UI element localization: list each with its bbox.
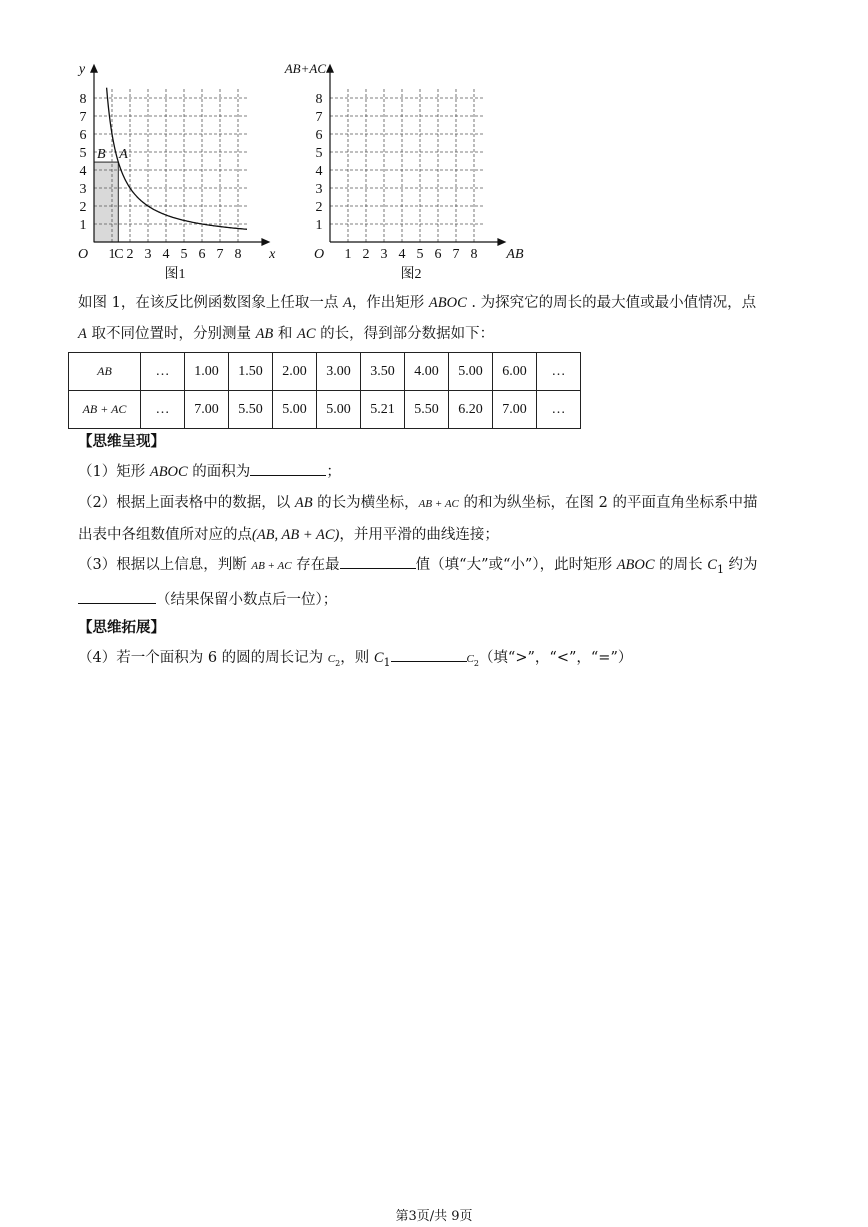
x-tick-label: 5 (180, 247, 188, 262)
q2-text: 的和为纵坐标，在图 2 的平面直角坐标系中描 (458, 495, 758, 511)
q1-text: 的面积为 (187, 464, 251, 480)
row-header: AB (69, 353, 141, 391)
c2-subscript: 2 (335, 658, 341, 668)
point-label-a: A (119, 147, 128, 163)
q2-text: （2）根据上面表格中的数据，以 (78, 495, 295, 511)
y-tick-label: 4 (315, 164, 323, 179)
origin-label: O (313, 247, 325, 262)
intro-text: 如图 1，在该反比例函数图象上任取一点 (78, 295, 343, 311)
point-a-label: A (78, 326, 87, 342)
sum-label: AB + AC (251, 560, 292, 572)
c2-subscript: 2 (473, 658, 479, 668)
c1-subscript: 1 (716, 562, 724, 576)
table-cell: 5.50 (405, 391, 449, 429)
q4-text: ，则 (340, 650, 374, 666)
x-tick-label: 8 (470, 247, 478, 262)
table-cell: 1.00 (185, 353, 229, 391)
x-axis-arrow-icon (261, 238, 270, 246)
rect-abo-c-label: ABOC (616, 557, 655, 573)
q3-extreme-blank[interactable] (340, 567, 416, 569)
y-tick-label: 2 (79, 200, 87, 215)
table-cell: 4.00 (405, 353, 449, 391)
q3-text: 约为 (723, 557, 758, 573)
x-tick-label: 3 (380, 247, 388, 262)
c2-label: C (466, 653, 474, 665)
q3-text: 存在最 (291, 557, 340, 573)
y-tick-label: 5 (79, 146, 87, 161)
c1-subscript: 1 (383, 655, 391, 669)
table-cell: 2.00 (273, 353, 317, 391)
table-cell: 3.50 (361, 353, 405, 391)
q2-text: ，并用平滑的曲线连接； (339, 527, 499, 543)
x-tick-label: 1 (344, 247, 352, 262)
c1-label: C (373, 650, 384, 666)
q4-text: （填“>”，“<”，“=”） (478, 650, 633, 666)
page-footer: 第3页/共 9页 (395, 1209, 473, 1224)
q4-text: （4）若一个面积为 6 的圆的周长记为 (78, 650, 328, 666)
y-tick-label: 6 (315, 128, 323, 143)
y-axis-arrow-icon (326, 64, 334, 73)
x-axis-arrow-icon (497, 238, 506, 246)
q2-text: 出表中各组数值所对应的点 (78, 527, 252, 543)
x-tick-label: 1 (108, 247, 116, 262)
c1-label: C (707, 557, 717, 573)
y-tick-label: 8 (79, 92, 87, 107)
y-tick-label: 2 (315, 200, 323, 215)
x-tick-label: 4 (398, 247, 406, 262)
question-3 (78, 550, 798, 616)
point-a-label: A (342, 295, 352, 311)
x-axis-label: AB (506, 247, 524, 262)
x-tick-label: 6 (434, 247, 442, 262)
intro-text: 和 (273, 326, 298, 342)
question-1 (78, 457, 798, 488)
q3-line-1 (78, 550, 798, 585)
coordinate-pair-label: (AB, AB + AC) (252, 527, 340, 543)
y-tick-label: 1 (315, 218, 323, 233)
x-tick-label: 2 (362, 247, 370, 262)
section-heading-thinking (78, 426, 798, 458)
row-header: AB + AC (69, 391, 141, 429)
table-cell: 5.00 (449, 353, 493, 391)
question-2 (78, 488, 798, 551)
y-tick-label: 4 (79, 164, 87, 179)
q1-text: （1）矩形 (78, 464, 150, 480)
table-cell: … (537, 391, 581, 429)
x-tick-label: 7 (216, 247, 224, 262)
y-tick-label: 7 (79, 110, 87, 125)
section-title: 【思维呈现】 (78, 433, 165, 450)
table-row (69, 391, 581, 429)
y-axis-label: AB+AC (284, 61, 326, 77)
table-cell: 3.00 (317, 353, 361, 391)
rect-abo-c-label: ABOC (428, 295, 467, 311)
x-axis-label: x (269, 247, 276, 262)
intro-text: 的长，得到部分数据如下： (315, 326, 495, 342)
data-table (68, 352, 581, 429)
table-cell: 5.00 (273, 391, 317, 429)
table-cell: 1.50 (229, 353, 273, 391)
sum-label: AB + AC (418, 498, 459, 510)
q3-text: 值（填“大”或“小”），此时矩形 (415, 557, 617, 573)
q3-text: 的周长 (654, 557, 708, 573)
x-tick-label: 2 (126, 247, 134, 262)
x-tick-label: 6 (198, 247, 206, 262)
point-label-b: B (97, 147, 106, 163)
table-cell: 5.00 (317, 391, 361, 429)
y-tick-label: 3 (79, 182, 87, 197)
segment-ab-label: AB (294, 495, 313, 511)
y-tick-label: 1 (79, 218, 87, 233)
q2-line-2 (78, 520, 798, 551)
shaded-rectangle (94, 162, 118, 242)
y-tick-label: 6 (79, 128, 87, 143)
q2-line-1 (78, 488, 798, 520)
intro-paragraph (78, 288, 798, 350)
q3-text: （3）根据以上信息，判断 (78, 557, 252, 573)
origin-label: O (77, 247, 89, 262)
figure-caption: 图1 (164, 267, 186, 282)
segment-ac-label: AC (297, 326, 316, 342)
intro-text: . 为探究它的周长的最大值或最小值情况，点 (466, 295, 757, 311)
table-cell: … (141, 391, 185, 429)
intro-text: 取不同位置时，分别测量 (86, 326, 256, 342)
section-title: 【思维拓展】 (78, 619, 165, 636)
y-tick-label: 7 (315, 110, 323, 125)
y-axis-label: y (78, 62, 86, 78)
table-cell: 5.50 (229, 391, 273, 429)
y-tick-label: 3 (315, 182, 323, 197)
q3-text: （结果保留小数点后一位）； (156, 591, 338, 608)
figure-caption: 图2 (400, 267, 422, 282)
section-heading-extension (78, 612, 798, 644)
x-tick-label: 7 (452, 247, 460, 262)
intro-text: ，作出矩形 (351, 295, 429, 311)
table-cell: 7.00 (493, 391, 537, 429)
q3-perimeter-blank[interactable] (78, 602, 156, 604)
x-tick-label: 5 (416, 247, 424, 262)
intro-line-2 (78, 319, 798, 350)
q4-answer-blank[interactable] (391, 660, 467, 662)
rect-abo-c-label: ABOC (149, 464, 188, 480)
point-label-c: C (114, 247, 124, 262)
x-tick-label: 3 (144, 247, 152, 262)
y-tick-label: 8 (315, 92, 323, 107)
q2-text: 的长为横坐标， (312, 495, 419, 511)
intro-line-1 (78, 288, 798, 319)
table-cell: 7.00 (185, 391, 229, 429)
q1-text: ； (326, 464, 341, 480)
table-cell: … (141, 353, 185, 391)
table-cell: … (537, 353, 581, 391)
x-tick-label: 4 (162, 247, 170, 262)
table-row (69, 353, 581, 391)
coordinate-figures (62, 56, 542, 288)
y-tick-label: 5 (315, 146, 323, 161)
table-cell: 5.21 (361, 391, 405, 429)
q1-answer-blank[interactable] (250, 474, 326, 476)
x-tick-label: 8 (234, 247, 242, 262)
figures-area (62, 56, 542, 288)
segment-ab-label: AB (255, 326, 274, 342)
c2-label: C (327, 653, 336, 665)
table-cell: 6.00 (493, 353, 537, 391)
table-cell: 6.20 (449, 391, 493, 429)
y-axis-arrow-icon (90, 64, 98, 73)
question-4 (78, 643, 798, 679)
